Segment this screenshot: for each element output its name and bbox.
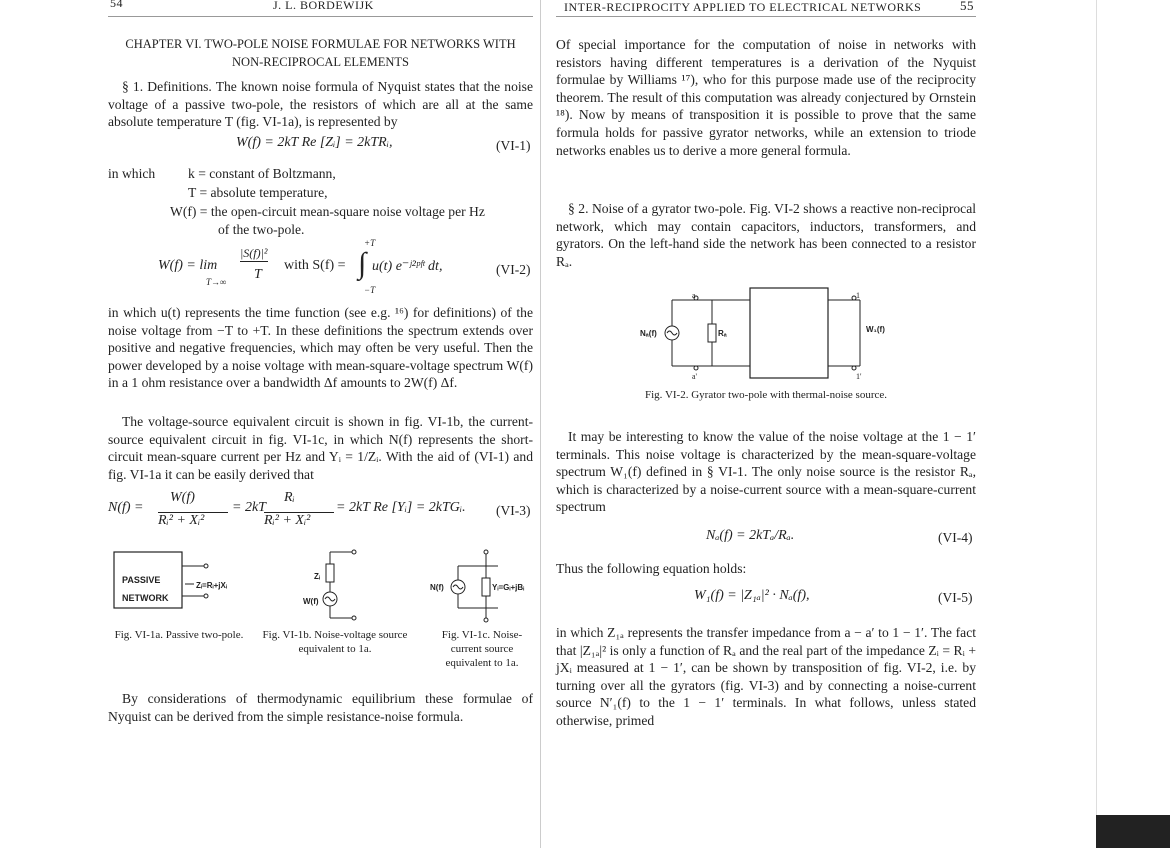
page-number-left: 54 bbox=[110, 0, 123, 10]
equation-vi-2-left: W(f) = lim bbox=[158, 258, 218, 273]
equation-number-vi-1: (VI-1) bbox=[496, 138, 531, 153]
equation-vi-3-frac2-num: Rᵢ bbox=[284, 490, 295, 505]
figure-vi-2-source-label: Nₐ(f) bbox=[640, 329, 657, 338]
equation-number-vi-4: (VI-4) bbox=[938, 530, 973, 545]
equation-vi-3-right: = 2kT Re [Yᵢ] = 2kTGᵢ. bbox=[336, 500, 466, 515]
paragraph-equivalent-circuits: The voltage-source equivalent circuit is shown in fig. VI-1b, the current-source equivalent circuit in fig. VI-1c, in which N(f) represents the short-circuit mean-square current per Hz and Yᵢ = 1/Zᵢ. With the aid of (VI-1) and fig. VI-1a it can be easily derived that bbox=[108, 414, 533, 482]
equation-vi-2-integrand: u(t) e⁻ʲ²ᵖᶠᵗ dt, bbox=[372, 259, 443, 274]
definition-T: T = absolute temperature, bbox=[188, 185, 328, 200]
equation-vi-2-lower-bound: −T bbox=[364, 285, 376, 295]
equation-vi-3-left: N(f) = bbox=[108, 500, 144, 515]
caption-fig-vi-1a: Fig. VI-1a. Passive two-pole. bbox=[114, 629, 244, 641]
header-rule-right bbox=[556, 16, 976, 17]
figure-vi-1c-source-label: N(f) bbox=[430, 583, 444, 592]
figure-vi-2-resistor-label: Rₐ bbox=[718, 329, 727, 338]
paragraph-time-function: in which u(t) represents the time function (see e.g. ¹⁶) for definitions) of the noise voltage from −T to +T. In these definitions the spectrum extends over positive and negative frequencies, which may often be very useful. Then the power developed by a noise voltage with mean-square-voltage spectrum W(f) in a 1 ohm resistance over a bandwidth Δf amounts to 2W(f) Δf. bbox=[108, 305, 533, 391]
figure-vi-2-terminal-a-prime: a' bbox=[692, 372, 697, 381]
equation-number-vi-3: (VI-3) bbox=[496, 503, 531, 518]
figure-vi-2 bbox=[664, 286, 884, 386]
right-page bbox=[556, 0, 976, 848]
figure-vi-1b-source-label: W(f) bbox=[303, 597, 319, 606]
equation-vi-1: W(f) = 2kT Re [Zᵢ] = 2kTRᵢ, bbox=[236, 135, 393, 150]
caption-fig-vi-1b: Fig. VI-1b. Noise-voltage source equivalent to 1a. bbox=[262, 629, 408, 655]
definition-k: k = constant of Boltzmann, bbox=[188, 166, 336, 181]
chapter-title-line-2: NON-RECIPROCAL ELEMENTS bbox=[232, 54, 409, 69]
equation-vi-2-limit: T→∞ bbox=[206, 277, 227, 287]
figure-vi-2-terminal-a: a bbox=[692, 291, 696, 300]
equation-vi-2-numerator: |S(f)|² bbox=[240, 246, 268, 260]
chapter-heading bbox=[108, 36, 533, 71]
paragraph-transfer-impedance: in which Z₁ₐ represents the transfer impedance from a − a′ to 1 − 1′. The fact that |Z₁ₐ|² is only a function of Rₐ and the real part of the impedance Zᵢ = Rᵢ + jXᵢ measured at 1 − 1′, can be shown by transposition of fig. VI-2, i.e. by turning over all the gyrators (fig. VI-3) and by connecting a noise-current source N′₁(f) to the 1 − 1′ terminals. In what follows, unless stated otherwise, primed bbox=[556, 625, 976, 728]
figure-vi-1b bbox=[304, 548, 364, 624]
paragraph-williams: Of special importance for the computation of noise in networks with resistors having different temperatures is a derivation of the Nyquist formulae by Williams ¹⁷), who for this purpose made use of the reciprocity theorem. The result of this computation was already conjectured by Ornstein ¹⁸). Now by means of transposition it is possible to prove that the same formula holds for passive gyrator networks, while an extension to triode networks enables us to derive a more general formula. bbox=[556, 37, 976, 158]
running-head-title: INTER-RECIPROCITY APPLIED TO ELECTRICAL NETWORKS bbox=[564, 0, 922, 14]
header-rule bbox=[108, 16, 533, 17]
equation-vi-4: Nₐ(f) = 2kTₐ/Rₐ. bbox=[706, 528, 795, 543]
right-margin bbox=[1096, 0, 1170, 848]
caption-fig-vi-2: Fig. VI-2. Gyrator two-pole with thermal-noise source. bbox=[644, 389, 888, 401]
equation-vi-2-denominator: T bbox=[254, 267, 262, 282]
definition-W-line-2: of the two-pole. bbox=[218, 222, 305, 237]
paragraph-noise-voltage: It may be interesting to know the value of the noise voltage at the 1 − 1′ terminals. This noise voltage is characterized by the mean-square-voltage spectrum W₁(f) defined in § VI-1. The only noise source is the resistor Rₐ, which is characterized by a noise-current source with a mean-square-current spectrum bbox=[556, 429, 976, 515]
equation-number-vi-5: (VI-5) bbox=[938, 590, 973, 605]
equation-vi-3-middle: = 2kT bbox=[232, 500, 266, 515]
paragraph-thermodynamic: By considerations of thermodynamic equilibrium these formulae of Nyquist can be derived from the simple resistance-noise formula. bbox=[108, 691, 533, 724]
left-page bbox=[108, 0, 533, 848]
chapter-title-line-1: CHAPTER VI. TWO-POLE NOISE FORMULAE FOR NETWORKS WITH bbox=[125, 37, 516, 51]
paragraph-gyrator-two-pole: § 2. Noise of a gyrator two-pole. Fig. VI-2 shows a reactive non-reciprocal network, which may contain capacitors, inductors, transformers, and gyrators. On the left-hand side the network has been connected to a resistor Rₐ. bbox=[556, 201, 976, 269]
figure-vi-2-terminal-1-prime: 1' bbox=[856, 372, 862, 381]
page-number-right: 55 bbox=[960, 0, 974, 13]
figure-vi-1a-box-label-1: PASSIVE bbox=[122, 575, 161, 585]
figure-vi-2-voltage-label: W₁(f) bbox=[866, 325, 885, 334]
thus-line: Thus the following equation holds: bbox=[556, 561, 747, 576]
equation-vi-2-with: with S(f) = bbox=[284, 258, 346, 273]
equation-vi-3-frac2-den: Rᵢ² + Xᵢ² bbox=[264, 512, 334, 529]
figure-vi-1b-impedance-label: Zᵢ bbox=[314, 572, 321, 581]
equation-vi-2-upper-bound: +T bbox=[364, 238, 376, 248]
in-which-label: in which bbox=[108, 166, 156, 181]
definition-W-line-1: W(f) = the open-circuit mean-square noise voltage per Hz bbox=[170, 204, 485, 219]
figure-vi-1a-impedance-label: Zᵢ=Rᵢ+jXᵢ bbox=[196, 581, 227, 590]
running-head-author: J. L. BORDEWIJK bbox=[273, 0, 374, 12]
page-gutter bbox=[540, 0, 541, 848]
scan-shadow bbox=[1096, 815, 1170, 848]
equation-number-vi-2: (VI-2) bbox=[496, 262, 531, 277]
equation-vi-3-frac1-den: Rᵢ² + Xᵢ² bbox=[158, 512, 228, 529]
equation-vi-3-frac1-num: W(f) bbox=[170, 490, 195, 505]
equation-vi-5: W₁(f) = |Z₁ₐ|² · Nₐ(f), bbox=[694, 588, 810, 603]
integral-sign: ∫ bbox=[358, 247, 367, 280]
figure-vi-1a-box-label-2: NETWORK bbox=[122, 593, 169, 603]
caption-fig-vi-1c: Fig. VI-1c. Noise-current source equivalent to 1a. bbox=[441, 629, 523, 669]
paragraph-definitions: § 1. Definitions. The known noise formula of Nyquist states that the noise voltage of a passive two-pole, the resistors of which are all at the same absolute temperature T (fig. VI-1a), is represented by bbox=[108, 79, 533, 130]
figure-vi-2-terminal-1: 1 bbox=[856, 291, 860, 300]
figure-vi-1c-admittance-label: Yᵢ=Gᵢ+jBᵢ bbox=[492, 583, 525, 592]
